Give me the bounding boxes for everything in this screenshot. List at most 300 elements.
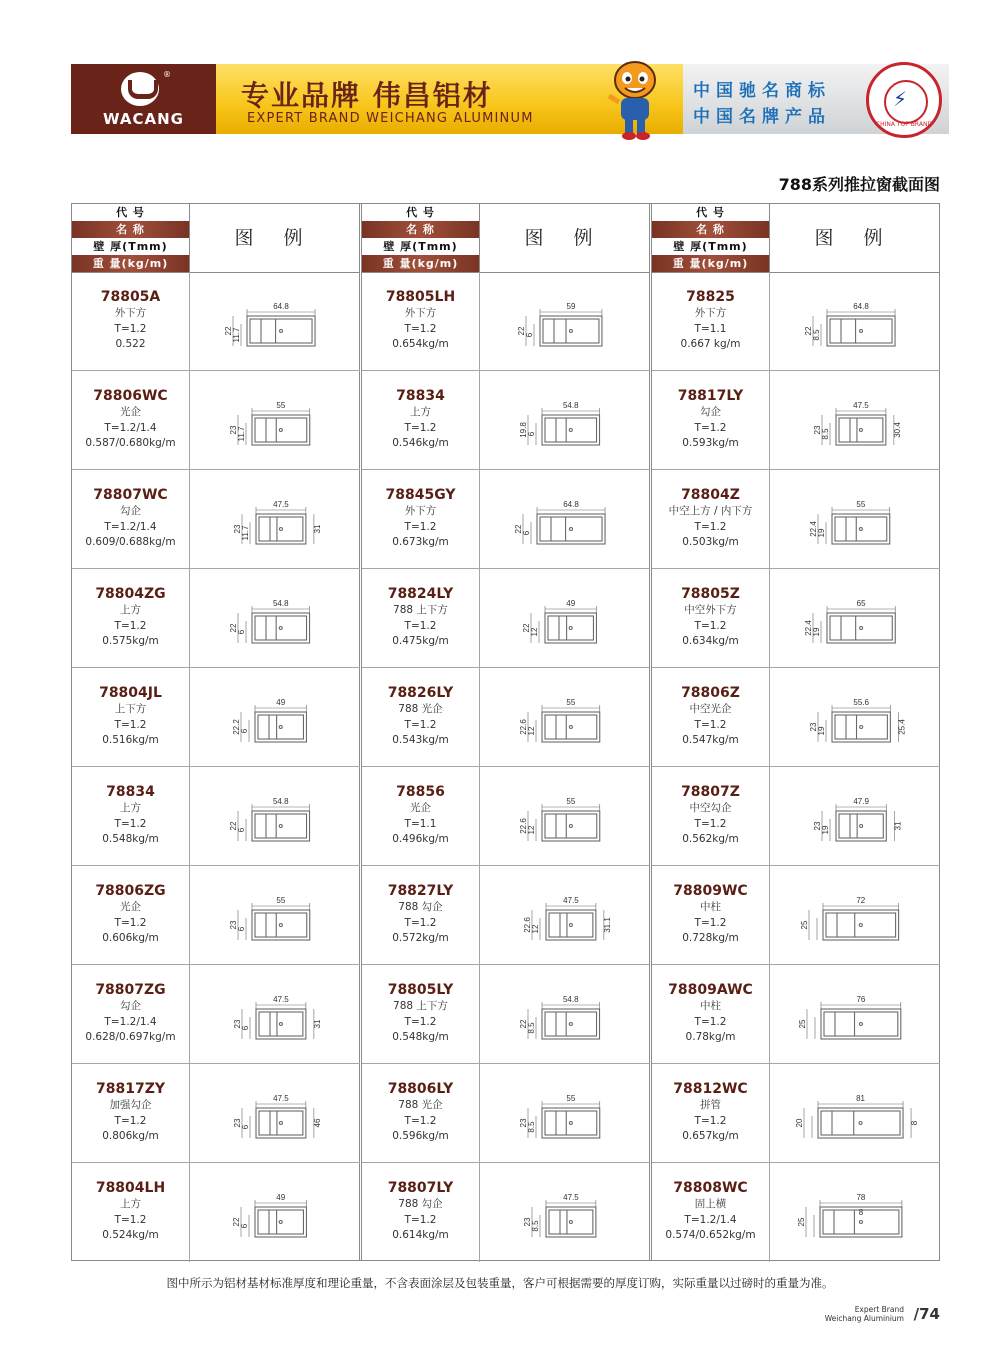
dimension-width: 47.5 — [563, 1193, 579, 1202]
profile-info — [652, 1064, 770, 1162]
dimension-height: 22 — [232, 1217, 241, 1227]
dimension-inner: 12 — [527, 726, 536, 736]
profile-name: 外下方 — [694, 307, 727, 319]
dimension-right: 46 — [312, 1118, 322, 1128]
profile-code: 78807WC — [93, 487, 168, 503]
header-thickness-label: 壁 厚(Tmm) — [652, 238, 769, 255]
profile-weight: 0.596kg/m — [392, 1130, 449, 1142]
dimension-height: 22.6 — [519, 818, 528, 834]
profile-info — [652, 866, 770, 964]
profile-name: 788 上下方 — [393, 604, 448, 616]
profile-weight: 0.548kg/m — [392, 1031, 449, 1043]
dimension-width: 47.5 — [273, 995, 289, 1004]
profile-weight: 0.728kg/m — [682, 932, 739, 944]
profile-row — [362, 371, 650, 470]
profile-name: 788 勾企 — [398, 1198, 443, 1210]
profile-row — [652, 470, 940, 569]
dimension-width: 49 — [276, 1193, 286, 1202]
profile-row — [362, 866, 650, 965]
dimension-height: 22 — [229, 623, 238, 633]
cross-section-svg — [190, 470, 360, 568]
dimension-inner: 8.5 — [821, 428, 830, 440]
profile-thickness: T=1.2 — [694, 421, 727, 434]
profile-thickness: T=1.1 — [404, 817, 437, 830]
profile-section-drawing — [770, 470, 940, 568]
dimension-inner: 6 — [237, 629, 246, 635]
dimension-width: 55 — [566, 1094, 576, 1103]
dimension-height: 22 — [517, 326, 526, 336]
dimension-width: 59 — [566, 302, 576, 311]
profile-row — [72, 668, 360, 767]
profile-info — [652, 371, 770, 469]
header-code-label: 代 号 — [652, 204, 769, 221]
dimension-lines — [241, 1200, 306, 1237]
profile-outline — [836, 415, 886, 445]
profile-row — [72, 1064, 360, 1163]
dimension-lines — [528, 408, 600, 445]
cross-section-svg — [770, 371, 940, 469]
dimension-lines — [238, 903, 310, 940]
profile-row — [72, 569, 360, 668]
profile-row — [362, 470, 650, 569]
profile-name: 中空光企 — [689, 703, 732, 715]
profile-row — [652, 371, 940, 470]
brand-banner — [71, 64, 949, 134]
profile-weight: 0.548kg/m — [102, 833, 159, 845]
profile-thickness: T=1.2 — [114, 718, 147, 731]
dimension-width: 64.8 — [273, 302, 289, 311]
profile-section-drawing — [190, 767, 360, 865]
profile-thickness: T=1.2/1.4 — [684, 1213, 737, 1226]
profile-weight: 0.657kg/m — [682, 1130, 739, 1142]
dimension-width: 55 — [276, 896, 286, 905]
profile-outline — [252, 415, 310, 445]
profile-weight: 0.587/0.680kg/m — [85, 437, 176, 449]
profile-outline — [540, 316, 602, 346]
dimension-width: 78 — [856, 1193, 866, 1202]
profile-section-drawing — [770, 1064, 940, 1162]
profile-name: 勾企 — [700, 406, 721, 418]
dimension-inner: 12 — [531, 924, 540, 934]
profile-section-drawing — [480, 767, 650, 865]
dimension-inner: 19 — [821, 825, 830, 835]
profile-info — [652, 668, 770, 766]
dimension-width: 55.6 — [853, 698, 869, 707]
dimension-width: 54.8 — [562, 401, 579, 410]
brand-slogan: 专业品牌 伟昌铝材 — [241, 79, 493, 112]
dimension-lines — [818, 705, 898, 742]
profile-code: 78804JL — [99, 685, 162, 701]
profile-section-drawing — [190, 668, 360, 766]
profile-thickness: T=1.2 — [694, 718, 727, 731]
profile-thickness: T=1.2 — [694, 520, 727, 533]
catalog-column — [72, 204, 360, 1260]
profile-thickness: T=1.2 — [114, 1114, 147, 1127]
profile-row — [72, 1163, 360, 1262]
profile-section-drawing — [480, 272, 650, 370]
profile-code: 78807ZG — [95, 982, 166, 998]
profile-code: 78826LY — [387, 685, 454, 701]
dimension-height: 22.4 — [804, 620, 813, 636]
profile-info — [72, 470, 190, 568]
dimension-right: 25.4 — [897, 719, 907, 735]
dimension-inner: 8.5 — [812, 329, 821, 341]
profile-name: 外下方 — [404, 505, 437, 517]
dimension-lines — [531, 606, 596, 643]
profile-weight: 0.516kg/m — [102, 734, 159, 746]
profile-weight: 0.543kg/m — [392, 734, 449, 746]
dimension-height: 22 — [224, 326, 233, 336]
profile-info — [652, 470, 770, 568]
profile-info — [72, 272, 190, 370]
cross-section-svg — [770, 965, 940, 1063]
profile-row — [362, 569, 650, 668]
column-header — [652, 204, 940, 273]
profile-row — [652, 668, 940, 767]
profile-thickness: T=1.2 — [404, 1213, 437, 1226]
profile-row — [652, 866, 940, 965]
profile-thickness: T=1.2 — [404, 520, 437, 533]
dimension-inner: 6 — [241, 1025, 250, 1031]
profile-thickness: T=1.2 — [114, 1213, 147, 1226]
profile-section-drawing — [770, 1163, 940, 1262]
profile-name: 光企 — [410, 802, 431, 814]
profile-code: 78804ZG — [95, 586, 166, 602]
dimension-lines — [238, 804, 310, 841]
profile-section-drawing — [190, 965, 360, 1063]
cross-section-svg — [480, 1064, 650, 1162]
profile-outline — [827, 316, 895, 346]
profile-code: 78804LH — [95, 1180, 166, 1196]
profile-name: 788 勾企 — [398, 901, 443, 913]
dimension-inner: 6 — [240, 1223, 249, 1229]
dimension-inner: 11.7 — [241, 525, 250, 541]
profile-weight: 0.609/0.688kg/m — [85, 536, 176, 548]
profile-weight: 0.503kg/m — [682, 536, 739, 548]
header-name-label: 名 称 — [72, 221, 189, 238]
dimension-height: 20 — [795, 1118, 804, 1128]
profile-outline — [252, 910, 310, 940]
dimension-width: 49 — [566, 599, 576, 608]
dimension-width: 64.8 — [853, 302, 869, 311]
profile-outline — [545, 613, 596, 643]
profile-name: 中柱 — [700, 901, 721, 913]
profile-info — [362, 470, 480, 568]
page-number: /74 — [913, 1305, 940, 1323]
cross-section-svg — [190, 1064, 360, 1162]
profile-code: 78805Z — [681, 586, 740, 602]
profile-thickness: T=1.2 — [404, 619, 437, 632]
cross-section-svg — [480, 1163, 650, 1261]
cross-section-svg — [480, 767, 650, 865]
profile-section-drawing — [770, 668, 940, 766]
profile-code: 78807LY — [387, 1180, 454, 1196]
profile-name: 外下方 — [114, 307, 147, 319]
tiger-mascot-icon — [599, 56, 671, 142]
china-top-brand-badge: ⚡ CHINA TOP BRAND — [866, 62, 942, 138]
profile-section-drawing — [190, 866, 360, 964]
profile-code: 78806Z — [681, 685, 740, 701]
dimension-inner: 6 — [241, 1124, 250, 1130]
profile-outline — [255, 712, 306, 742]
dimension-lines — [238, 408, 310, 445]
dimension-height: 22.2 — [232, 719, 241, 735]
dimension-right: 31 — [312, 1019, 322, 1029]
dimension-lines — [813, 309, 895, 346]
dimension-width: 55 — [856, 500, 866, 509]
profile-row — [362, 272, 650, 371]
profile-code: 78807Z — [681, 784, 740, 800]
cross-section-svg — [480, 272, 650, 370]
dimension-width: 55 — [276, 401, 286, 410]
profile-code: 78856 — [396, 784, 445, 800]
dimension-right: 31 — [893, 821, 903, 831]
profile-info — [652, 767, 770, 865]
dimension-lines — [233, 309, 315, 346]
profile-info — [362, 965, 480, 1063]
profile-code: 78804Z — [681, 487, 740, 503]
profile-thickness: T=1.2 — [694, 619, 727, 632]
profile-name: 788 上下方 — [393, 1000, 448, 1012]
profile-name: 拼管 — [700, 1099, 721, 1111]
header-legend-label: 图 例 — [524, 227, 605, 249]
dimension-lines — [528, 1002, 600, 1039]
profile-outline — [252, 613, 310, 643]
dimension-inner: 8.5 — [531, 1220, 540, 1232]
profile-thickness: T=1.2 — [404, 718, 437, 731]
dimension-height: 25 — [797, 1217, 806, 1227]
profile-name: 固上横 — [694, 1198, 727, 1210]
profile-weight: 0.572kg/m — [392, 932, 449, 944]
dimension-height: 22 — [514, 524, 523, 534]
profile-outline — [256, 1108, 306, 1138]
profile-outline — [542, 1108, 600, 1138]
profile-name: 上方 — [410, 406, 431, 418]
profile-code: 78845GY — [385, 487, 456, 503]
dimension-height: 23 — [809, 722, 818, 732]
profile-thickness: T=1.2 — [404, 421, 437, 434]
dimension-lines — [241, 705, 306, 742]
profile-info — [72, 371, 190, 469]
dimension-width: 76 — [856, 995, 866, 1004]
profile-code: 78809WC — [673, 883, 748, 899]
dimension-width: 54.8 — [562, 995, 579, 1004]
profile-thickness: T=1.2 — [404, 1114, 437, 1127]
dimension-width: 47.5 — [563, 896, 579, 905]
profile-code: 78805LY — [387, 982, 454, 998]
dimension-height: 22 — [522, 623, 531, 633]
profile-weight: 0.634kg/m — [682, 635, 739, 647]
dimension-width: 49 — [276, 698, 286, 707]
cross-section-svg — [190, 1163, 360, 1261]
profile-outline — [818, 1108, 903, 1138]
dimension-inner: 6 — [240, 728, 249, 734]
profile-row — [652, 272, 940, 371]
dimension-width: 64.8 — [563, 500, 579, 509]
profile-weight: 0.575kg/m — [102, 635, 159, 647]
dimension-lines — [526, 309, 602, 346]
dimension-inner: 6 — [237, 926, 246, 932]
dimension-inner: 19 — [812, 627, 821, 637]
profile-section-drawing — [190, 470, 360, 568]
header-legend-label: 图 例 — [814, 227, 895, 249]
brand-slogan-english: EXPERT BRAND WEICHANG ALUMINUM — [247, 111, 534, 126]
dimension-lines — [238, 606, 310, 643]
honor-line-1: 中国驰名商标 — [693, 81, 831, 101]
profile-section-drawing — [190, 371, 360, 469]
profile-name: 加强勾企 — [109, 1099, 152, 1111]
dimension-width: 55 — [566, 797, 576, 806]
dimension-width: 47.5 — [273, 500, 289, 509]
profile-weight: 0.522 — [115, 338, 146, 350]
dimension-height: 23 — [233, 524, 242, 534]
profile-section-drawing — [190, 569, 360, 667]
profile-thickness: T=1.2/1.4 — [104, 421, 157, 434]
dimension-height: 23 — [229, 425, 238, 435]
profile-section-drawing — [480, 965, 650, 1063]
profile-thickness: T=1.2 — [694, 1015, 727, 1028]
profile-weight: 0.614kg/m — [392, 1229, 449, 1241]
header-weight-label: 重 量(kg/m) — [72, 255, 189, 272]
cross-section-svg — [480, 470, 650, 568]
profile-info — [652, 272, 770, 370]
profile-outline — [247, 316, 315, 346]
profile-info — [72, 569, 190, 667]
dimension-height: 19.8 — [519, 422, 528, 438]
dimension-inner: 19 — [817, 528, 826, 538]
dimension-height: 22.6 — [519, 719, 528, 735]
page-title: 788系列推拉窗截面图 — [778, 175, 940, 194]
profile-section-drawing — [190, 1163, 360, 1262]
profile-info — [362, 272, 480, 370]
profile-info — [652, 965, 770, 1063]
cross-section-svg — [770, 866, 940, 964]
profile-name: 中空上方 / 内下方 — [668, 505, 753, 517]
dimension-right: 31 — [312, 524, 322, 534]
profile-weight: 0.475kg/m — [392, 635, 449, 647]
cross-section-svg — [770, 1163, 940, 1261]
profile-info — [362, 1163, 480, 1262]
profile-thickness: T=1.2 — [114, 619, 147, 632]
profile-code: 78817ZY — [96, 1081, 165, 1097]
profile-weight: 0.593kg/m — [682, 437, 739, 449]
brand-name: WACANG — [103, 110, 184, 128]
cross-section-svg — [190, 668, 360, 766]
profile-name: 中柱 — [700, 1000, 721, 1012]
profile-name: 勾企 — [120, 505, 141, 517]
profile-info — [72, 1064, 190, 1162]
cross-section-svg — [190, 371, 360, 469]
profile-name: 788 光企 — [398, 1099, 443, 1111]
footnote: 图中所示为铝材基材标准厚度和理论重量，不含表面涂层及包装重量，客户可根据需要的厚度订购，实际重量以过磅时的重量为准。 — [166, 1276, 834, 1290]
dimension-height: 23 — [233, 1118, 242, 1128]
dimension-width: 81 — [856, 1094, 865, 1103]
profile-code: 78806WC — [93, 388, 168, 404]
dimension-right: 31.1 — [602, 917, 612, 933]
profile-row — [72, 371, 360, 470]
cross-section-svg — [480, 569, 650, 667]
profile-weight: 0.547kg/m — [682, 734, 739, 746]
cross-section-svg — [190, 965, 360, 1063]
dimension-inner: 8.5 — [527, 1022, 536, 1034]
dimension-right: 8 — [910, 1120, 920, 1126]
header-thickness-label: 壁 厚(Tmm) — [72, 238, 189, 255]
cross-section-svg — [770, 470, 940, 568]
dimension-height: 22 — [519, 1019, 528, 1029]
header-code-label: 代 号 — [362, 204, 479, 221]
profile-section-drawing — [770, 767, 940, 865]
profile-thickness: T=1.2 — [114, 916, 147, 929]
profile-name: 上下方 — [114, 703, 147, 715]
profile-info — [652, 569, 770, 667]
cross-section-svg — [480, 866, 650, 964]
profile-code: 78827LY — [387, 883, 454, 899]
profile-section-drawing — [770, 965, 940, 1063]
dimension-height: 23 — [813, 821, 822, 831]
profile-outline — [542, 415, 600, 445]
profile-row — [72, 767, 360, 866]
cross-section-svg — [770, 1064, 940, 1162]
profile-section-drawing — [770, 371, 940, 469]
header-name-label: 名 称 — [652, 221, 769, 238]
column-header — [362, 204, 650, 273]
cross-section-svg — [480, 668, 650, 766]
dimension-lines — [528, 1101, 600, 1138]
profile-info — [652, 1163, 770, 1262]
brand-logo: ® WACANG — [71, 64, 216, 134]
profile-info — [362, 767, 480, 865]
profile-row — [362, 668, 650, 767]
profile-thickness: T=1.2/1.4 — [104, 520, 157, 533]
profile-section-drawing — [770, 866, 940, 964]
profile-outline — [546, 910, 596, 940]
profile-section-drawing — [770, 272, 940, 370]
catalog-column — [652, 204, 940, 1260]
profile-row — [72, 470, 360, 569]
profile-name: 外下方 — [404, 307, 437, 319]
profile-section-drawing — [190, 272, 360, 370]
header-thickness-label: 壁 厚(Tmm) — [362, 238, 479, 255]
cross-section-svg — [770, 569, 940, 667]
dimension-inner: 11.7 — [232, 327, 241, 343]
profile-code: 78834 — [396, 388, 445, 404]
profile-info — [72, 866, 190, 964]
profile-info — [72, 767, 190, 865]
profile-section-drawing — [480, 866, 650, 964]
cross-section-svg — [480, 371, 650, 469]
profile-catalog-table — [71, 203, 940, 1261]
profile-outline — [255, 1207, 306, 1237]
profile-info — [72, 1163, 190, 1262]
dimension-lines — [532, 1200, 596, 1237]
profile-weight: 0.667 kg/m — [680, 338, 741, 350]
profile-outline — [836, 811, 886, 841]
wacang-logo-icon — [121, 72, 159, 106]
honor-line-2: 中国名牌产品 — [693, 107, 831, 127]
profile-thickness: T=1.1 — [694, 322, 727, 335]
profile-code: 78806ZG — [95, 883, 166, 899]
cross-section-svg — [770, 767, 940, 865]
profile-code: 78825 — [686, 289, 735, 305]
profile-code: 78834 — [106, 784, 155, 800]
profile-code: 78805A — [100, 289, 161, 305]
dimension-width: 47.5 — [853, 401, 869, 410]
profile-info — [362, 668, 480, 766]
profile-thickness: T=1.2 — [114, 817, 147, 830]
profile-outline — [542, 1009, 600, 1039]
dimension-height: 23 — [813, 425, 822, 435]
profile-section-drawing — [480, 1064, 650, 1162]
